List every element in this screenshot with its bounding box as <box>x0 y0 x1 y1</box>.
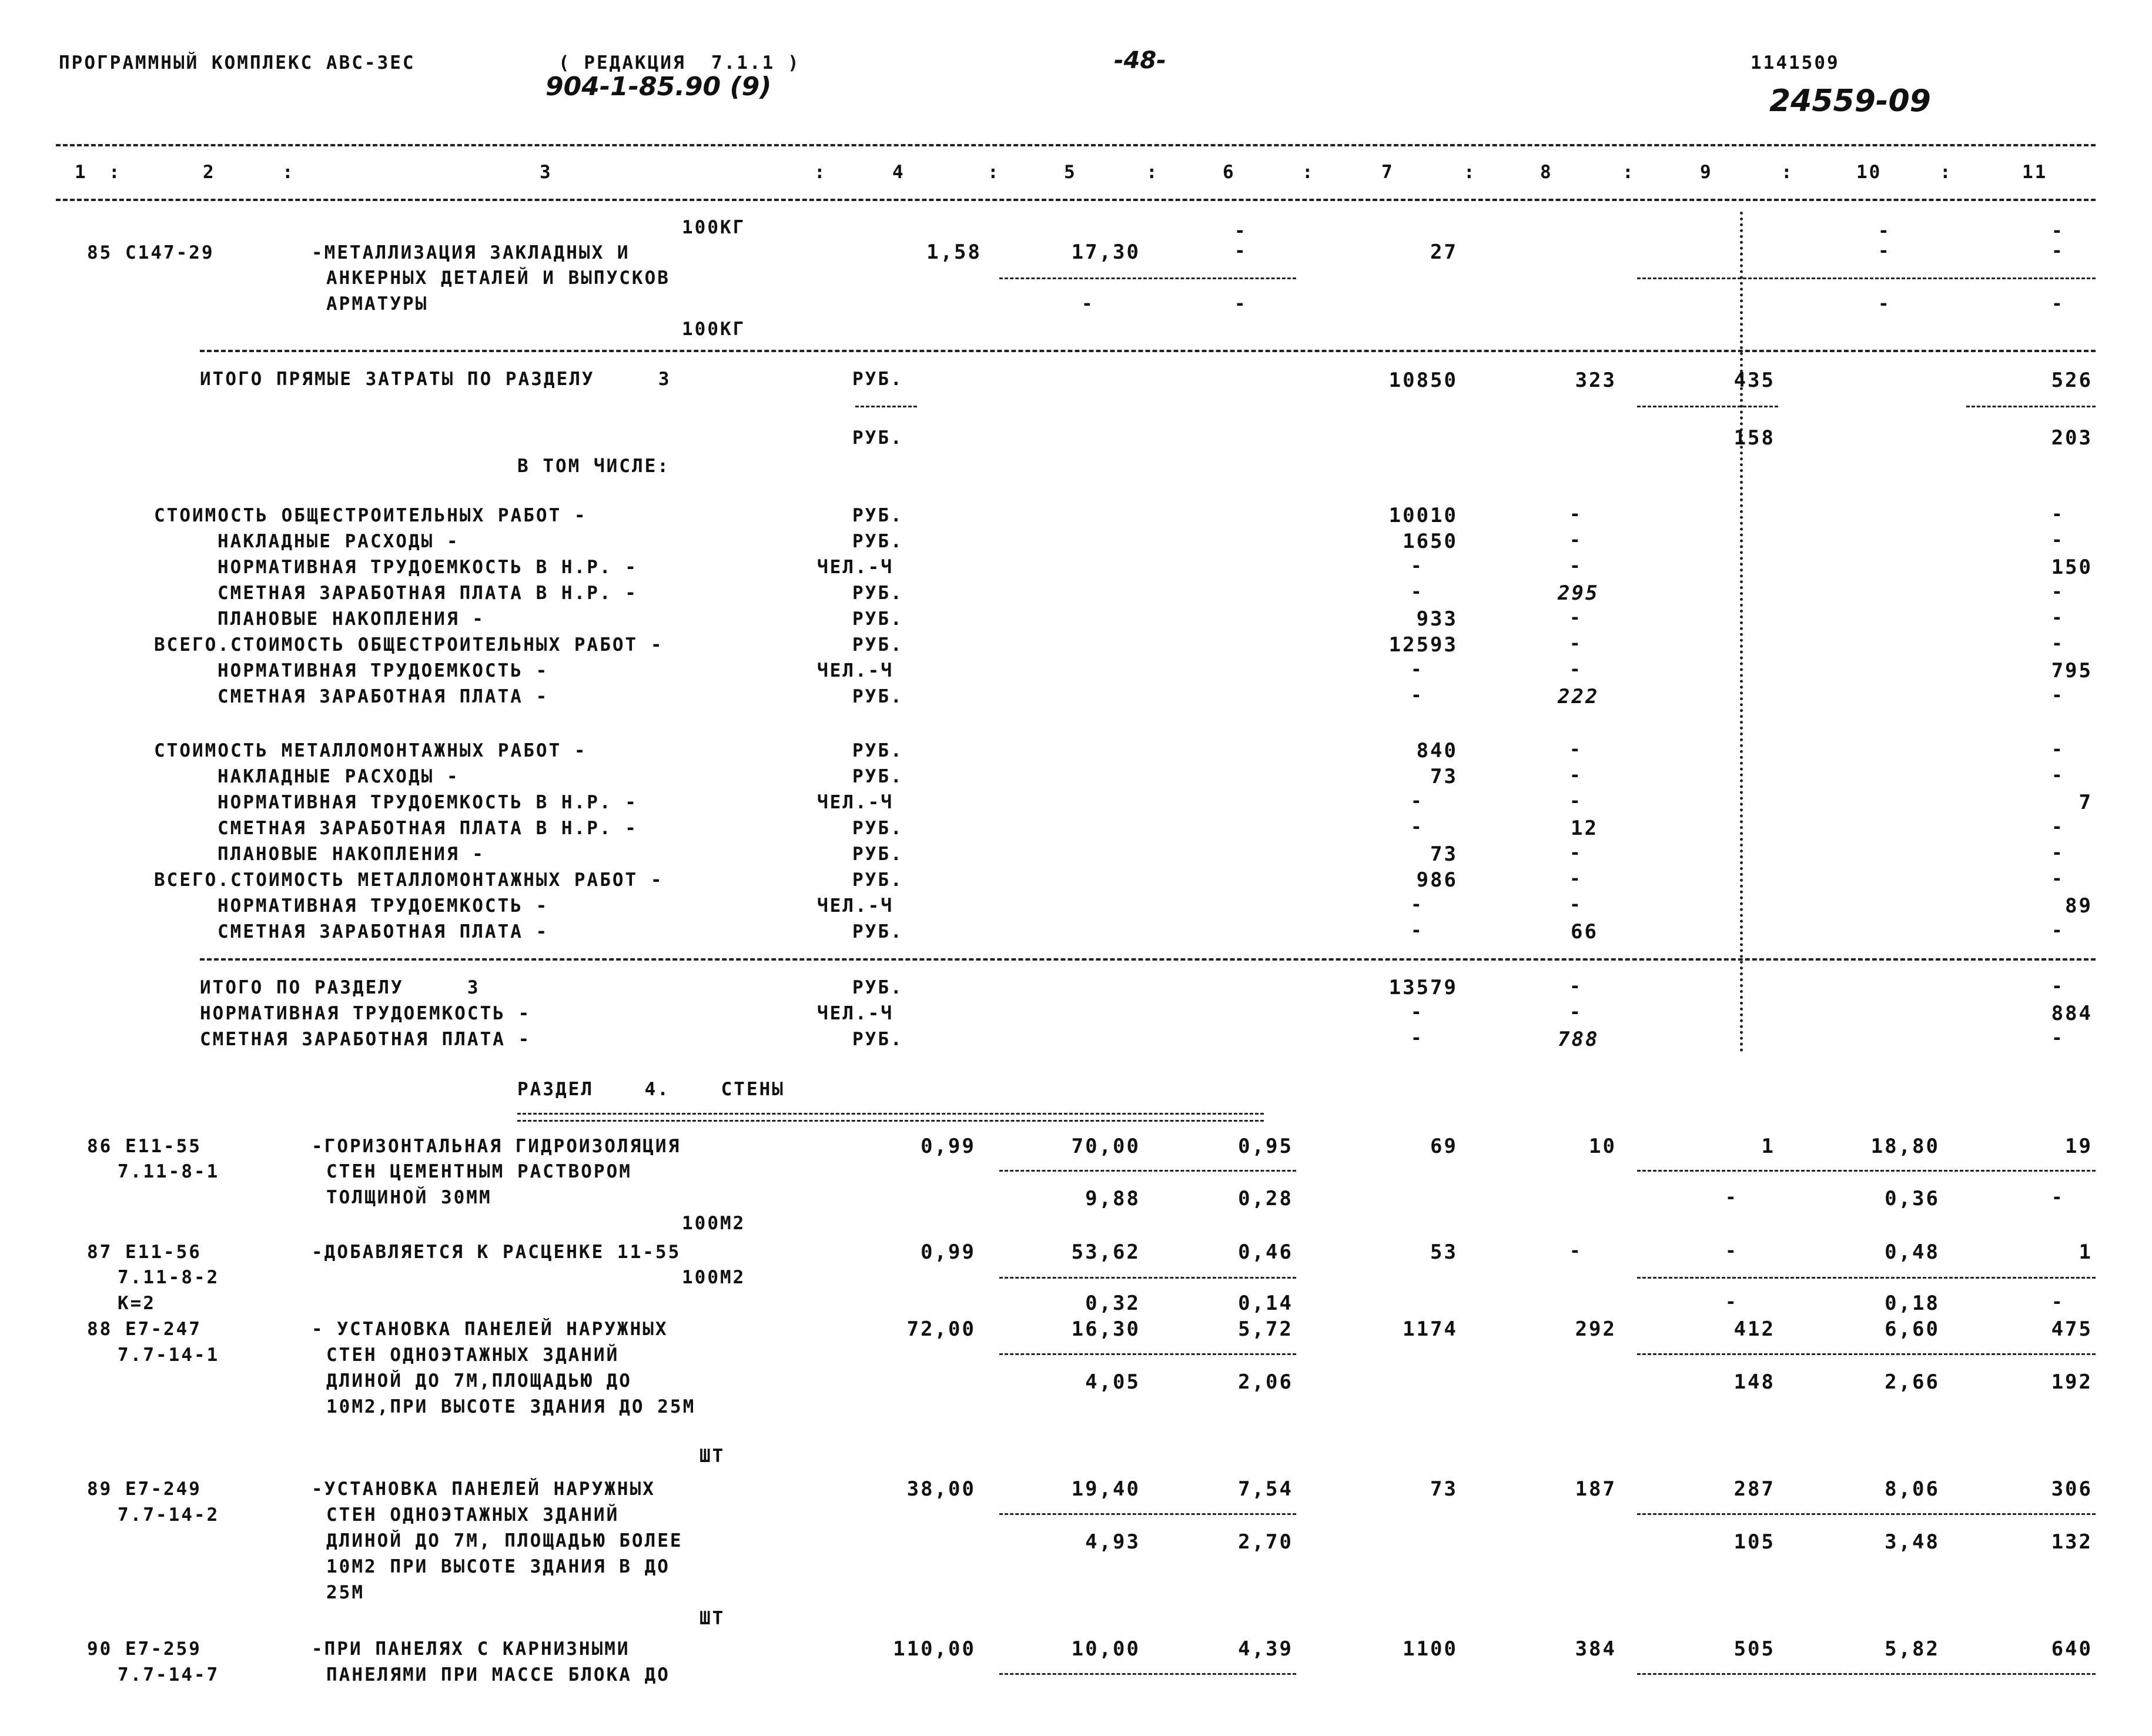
col-5: 5 <box>1064 162 1077 183</box>
c7: 27 <box>1430 240 1458 264</box>
c5: 16,30 <box>1071 1317 1140 1341</box>
edition: ( РЕДАКЦИЯ 7.1.1 ) <box>558 52 801 73</box>
unit: РУБ. <box>852 505 903 526</box>
row-desc: - УСТАНОВКА ПАНЕЛЕЙ НАРУЖНЫХ <box>312 1319 668 1340</box>
c9b: 105 <box>1733 1530 1775 1554</box>
dash: - <box>2051 607 2064 628</box>
dash: - <box>2051 581 2064 603</box>
label: ВСЕГО.СТОИМОСТЬ МЕТАЛЛОМОНТАЖНЫХ РАБОТ - <box>154 869 664 891</box>
label: НОРМАТИВНАЯ ТРУДОЕМКОСТЬ В Н.Р. - <box>217 792 638 813</box>
col-11: 11 <box>2022 162 2048 183</box>
dash: - <box>1569 842 1582 864</box>
page-number: -48- <box>1114 47 1166 74</box>
row-desc: -ДОБАВЛЯЕТСЯ К РАСЦЕНКЕ 11-55 <box>312 1242 681 1263</box>
dash: - <box>1411 1002 1424 1023</box>
label: НОРМАТИВНАЯ ТРУДОЕМКОСТЬ В Н.Р. - <box>217 557 638 578</box>
c5b: 9,88 <box>1085 1187 1140 1210</box>
c11: 475 <box>2051 1317 2093 1341</box>
row-desc: -ГОРИЗОНТАЛЬНАЯ ГИДРОИЗОЛЯЦИЯ <box>312 1136 681 1157</box>
dc-c9: 435 <box>1733 369 1775 392</box>
c10b: 3,48 <box>1885 1530 1940 1554</box>
c5: 70,00 <box>1071 1135 1140 1158</box>
c5b: 4,05 <box>1085 1370 1140 1394</box>
c5b: 0,32 <box>1085 1292 1140 1315</box>
dash: - <box>1569 659 1582 680</box>
program-name: ПРОГРАММНЫЙ КОМПЛЕКС АВС-ЗЕС <box>59 52 416 73</box>
c11: 306 <box>2051 1477 2093 1501</box>
val: 986 <box>1416 868 1458 892</box>
c5b: 4,93 <box>1085 1530 1140 1554</box>
dash: - <box>1569 530 1582 551</box>
row-sub: 7.7-14-2 <box>118 1504 220 1526</box>
c4: 0,99 <box>921 1135 976 1158</box>
c4: 38,00 <box>906 1477 976 1501</box>
c10: 8,06 <box>1885 1477 1940 1501</box>
c6: 5,72 <box>1238 1317 1293 1341</box>
section-4-underline <box>517 1113 1264 1122</box>
dash: - <box>1411 685 1424 706</box>
row-code: 88 Е7-247 <box>87 1319 202 1340</box>
label: НОРМАТИВНАЯ ТРУДОЕМКОСТЬ - <box>217 895 549 916</box>
row-code: 90 Е7-259 <box>87 1638 202 1660</box>
row-desc: ДЛИНОЙ ДО 7М, ПЛОЩАДЬЮ БОЛЕЕ <box>326 1530 683 1551</box>
val: 89 <box>2065 894 2093 918</box>
dash: - <box>2051 1028 2064 1049</box>
row-coef: К=2 <box>118 1293 156 1314</box>
col-sep: : <box>282 162 295 183</box>
c9: 1 <box>1761 1135 1775 1158</box>
label: НАКЛАДНЫЕ РАСХОДЫ - <box>217 531 460 552</box>
c10b: 2,66 <box>1885 1370 1940 1394</box>
unit-rub: РУБ. <box>852 427 903 449</box>
val: 222 <box>1558 685 1599 708</box>
label: ВСЕГО.СТОИМОСТЬ ОБЩЕСТРОИТЕЛЬНЫХ РАБОТ - <box>154 634 664 655</box>
row-code: 87 Е11-56 <box>87 1242 202 1263</box>
c6: 7,54 <box>1238 1477 1293 1501</box>
unit: ШТ <box>700 1608 725 1629</box>
label: СМЕТНАЯ ЗАРАБОТНАЯ ПЛАТА В Н.Р. - <box>217 818 638 839</box>
header-rule-bottom <box>56 199 2096 201</box>
dash: - <box>1234 293 1247 315</box>
unit-rub: РУБ. <box>852 369 903 390</box>
sub-rule <box>1637 1277 2096 1279</box>
unit: РУБ. <box>852 844 903 865</box>
row-desc: -УСТАНОВКА ПАНЕЛЕЙ НАРУЖНЫХ <box>312 1479 655 1500</box>
handwritten-code: 904-1-85.90 (9) <box>545 72 772 102</box>
unit: РУБ. <box>852 686 903 707</box>
dash: - <box>2051 1292 2064 1313</box>
dash: - <box>1411 556 1424 577</box>
dash: - <box>1234 240 1247 262</box>
col-1: 1 <box>75 162 88 183</box>
c9: 412 <box>1733 1317 1775 1341</box>
dash: - <box>1569 1002 1582 1023</box>
label: НАКЛАДНЫЕ РАСХОДЫ - <box>217 766 460 787</box>
c10b: 0,18 <box>1885 1292 1940 1315</box>
dash: - <box>1569 556 1582 577</box>
column-9-guide <box>1740 212 1743 1052</box>
dash: - <box>1569 976 1582 997</box>
c10: 5,82 <box>1885 1637 1940 1661</box>
dash: - <box>2051 1187 2064 1208</box>
c11: 640 <box>2051 1637 2093 1661</box>
unit: РУБ. <box>852 608 903 630</box>
label: СМЕТНАЯ ЗАРАБОТНАЯ ПЛАТА В Н.Р. - <box>217 583 638 604</box>
dash: - <box>2051 633 2064 654</box>
dc-c11: 526 <box>2051 369 2093 392</box>
val: 1650 <box>1403 530 1458 553</box>
c7: 53 <box>1430 1240 1458 1264</box>
dash: - <box>1878 293 1891 315</box>
col-2: 2 <box>203 162 216 183</box>
val: 884 <box>2051 1002 2093 1025</box>
unit: 100КГ <box>682 319 746 340</box>
c6: 0,46 <box>1238 1240 1293 1264</box>
val: 150 <box>2051 556 2093 579</box>
row-desc: АНКЕРНЫХ ДЕТАЛЕЙ И ВЫПУСКОВ <box>326 267 670 289</box>
dash: - <box>1725 1240 1738 1262</box>
c4: 72,00 <box>906 1317 976 1341</box>
unit: РУБ. <box>852 818 903 839</box>
stamp-code: 24559-09 <box>1769 83 1931 119</box>
col-3: 3 <box>540 162 553 183</box>
col-4: 4 <box>892 162 905 183</box>
sub-rule <box>855 406 917 407</box>
sub-rule <box>999 1353 1296 1355</box>
sub-rule <box>1637 406 1778 407</box>
row-desc: СТЕН ЦЕМЕНТНЫМ РАСТВОРОМ <box>326 1161 632 1182</box>
row-desc: -МЕТАЛЛИЗАЦИЯ ЗАКЛАДНЫХ И <box>312 242 630 263</box>
c5: 17,30 <box>1071 240 1140 264</box>
dash: - <box>2051 976 2064 997</box>
col-sep: : <box>814 162 827 183</box>
dash: - <box>1569 739 1582 760</box>
dash: - <box>1569 633 1582 654</box>
dash: - <box>1878 240 1891 262</box>
col-sep: : <box>1622 162 1635 183</box>
dash: - <box>1569 504 1582 525</box>
section-rule <box>200 350 2096 352</box>
unit: РУБ. <box>852 1029 903 1050</box>
dash: - <box>2051 504 2064 525</box>
row-desc: 10М2 ПРИ ВЫСОТЕ ЗДАНИЯ В ДО <box>326 1556 670 1577</box>
dash: - <box>1569 607 1582 628</box>
col-9: 9 <box>1700 162 1713 183</box>
dash: - <box>1569 894 1582 915</box>
row-code: 86 Е11-55 <box>87 1136 202 1157</box>
doc-number: 1141509 <box>1751 52 1840 73</box>
row-desc: ПАНЕЛЯМИ ПРИ МАССЕ БЛОКА ДО <box>326 1664 670 1685</box>
c11: 19 <box>2065 1135 2093 1158</box>
including-label: В ТОМ ЧИСЛЕ: <box>517 456 670 477</box>
header-rule-top <box>56 144 2096 146</box>
row-desc: ДЛИНОЙ ДО 7М,ПЛОЩАДЬЮ ДО <box>326 1370 632 1392</box>
dash: - <box>2051 685 2064 706</box>
dash: - <box>1234 220 1247 242</box>
unit: ЧЕЛ.-Ч <box>817 792 893 813</box>
unit: РУБ. <box>852 583 903 604</box>
dash: - <box>1411 894 1424 915</box>
section-rule <box>200 958 2096 961</box>
direct-costs-label: ИТОГО ПРЯМЫЕ ЗАТРАТЫ ПО РАЗДЕЛУ 3 <box>200 369 671 390</box>
section-4-title: РАЗДЕЛ 4. СТЕНЫ <box>517 1079 785 1100</box>
dash: - <box>2051 842 2064 864</box>
val: 73 <box>1430 842 1458 866</box>
dash: - <box>1411 791 1424 812</box>
label: НОРМАТИВНАЯ ТРУДОЕМКОСТЬ - <box>200 1003 531 1024</box>
label: СМЕТНАЯ ЗАРАБОТНАЯ ПЛАТА - <box>217 686 549 707</box>
c8: 187 <box>1575 1477 1616 1501</box>
c7: 1174 <box>1403 1317 1458 1341</box>
c6b: 2,70 <box>1238 1530 1293 1554</box>
dash: - <box>1411 1028 1424 1049</box>
val: 840 <box>1416 739 1458 762</box>
col-sep: : <box>1781 162 1794 183</box>
c5: 10,00 <box>1071 1637 1140 1661</box>
dash: - <box>1725 1292 1738 1313</box>
dash: - <box>2051 920 2064 941</box>
dash: - <box>2051 293 2064 315</box>
dash: - <box>1411 581 1424 603</box>
c5: 53,62 <box>1071 1240 1140 1264</box>
sub-rule <box>999 1513 1296 1515</box>
label: СТОИМОСТЬ ОБЩЕСТРОИТЕЛЬНЫХ РАБОТ - <box>154 505 587 526</box>
row-desc: 25М <box>326 1582 364 1603</box>
unit: 100М2 <box>682 1213 746 1234</box>
dc-c11b: 203 <box>2051 426 2093 450</box>
col-sep: : <box>109 162 122 183</box>
c11: 1 <box>2079 1240 2093 1264</box>
c10: 18,80 <box>1870 1135 1940 1158</box>
sub-rule <box>1966 406 2096 407</box>
sub-rule <box>999 1277 1296 1279</box>
row-sub: 7.11-8-2 <box>118 1267 220 1288</box>
unit: РУБ. <box>852 531 903 552</box>
val: 12593 <box>1388 633 1458 657</box>
row-sub: 7.11-8-1 <box>118 1161 220 1182</box>
val: 295 <box>1558 581 1599 605</box>
c7: 69 <box>1430 1135 1458 1158</box>
c6b: 2,06 <box>1238 1370 1293 1394</box>
dash: - <box>1569 765 1582 786</box>
unit: РУБ. <box>852 977 903 998</box>
dash: - <box>1569 868 1582 889</box>
col-10: 10 <box>1856 162 1882 183</box>
unit: РУБ. <box>852 869 903 891</box>
c10b: 0,36 <box>1885 1187 1940 1210</box>
sub-rule <box>999 277 1296 279</box>
label: СМЕТНАЯ ЗАРАБОТНАЯ ПЛАТА - <box>200 1029 531 1050</box>
unit: 100КГ <box>682 217 746 238</box>
col-sep: : <box>1146 162 1159 183</box>
unit: ЧЕЛ.-Ч <box>817 1003 893 1024</box>
label: ПЛАНОВЫЕ НАКОПЛЕНИЯ - <box>217 608 485 630</box>
dash: - <box>1082 293 1095 315</box>
row-desc: -ПРИ ПАНЕЛЯХ С КАРНИЗНЫМИ <box>312 1638 630 1660</box>
c11b: 132 <box>2051 1530 2093 1554</box>
row-code: 89 Е7-249 <box>87 1479 202 1500</box>
unit: ЧЕЛ.-Ч <box>817 895 893 916</box>
unit: РУБ. <box>852 921 903 942</box>
c5: 19,40 <box>1071 1477 1140 1501</box>
col-8: 8 <box>1540 162 1553 183</box>
sub-rule <box>1637 1673 2096 1675</box>
sub-rule <box>999 1673 1296 1675</box>
dash: - <box>1411 817 1424 838</box>
val: 795 <box>2051 659 2093 683</box>
dash: - <box>1569 791 1582 812</box>
label: ПЛАНОВЫЕ НАКОПЛЕНИЯ - <box>217 844 485 865</box>
row-desc: АРМАТУРЫ <box>326 293 429 315</box>
unit: ЧЕЛ.-Ч <box>817 660 893 681</box>
dash: - <box>1725 1187 1738 1208</box>
c11b: 192 <box>2051 1370 2093 1394</box>
c4: 1,58 <box>926 240 982 264</box>
c10: 0,48 <box>1885 1240 1940 1264</box>
dash: - <box>2051 817 2064 838</box>
unit: 100М2 <box>682 1267 746 1288</box>
col-6: 6 <box>1223 162 1236 183</box>
val: 7 <box>2079 791 2093 814</box>
dash: - <box>1878 220 1891 242</box>
val: 10010 <box>1388 504 1458 527</box>
row-desc: СТЕН ОДНОЭТАЖНЫХ ЗДАНИЙ <box>326 1504 620 1526</box>
dash: - <box>2051 530 2064 551</box>
dc-c9b: 158 <box>1733 426 1775 450</box>
c8: 384 <box>1575 1637 1616 1661</box>
dash: - <box>2051 868 2064 889</box>
c9: 287 <box>1733 1477 1775 1501</box>
val: 73 <box>1430 765 1458 788</box>
unit: РУБ. <box>852 740 903 761</box>
unit: РУБ. <box>852 766 903 787</box>
c6: 4,39 <box>1238 1637 1293 1661</box>
row-sub: 7.7-14-1 <box>118 1344 220 1366</box>
row-desc: 10М2,ПРИ ВЫСОТЕ ЗДАНИЯ ДО 25М <box>326 1396 696 1417</box>
dash: - <box>1411 920 1424 941</box>
row-desc: СТЕН ОДНОЭТАЖНЫХ ЗДАНИЙ <box>326 1344 620 1366</box>
col-sep: : <box>1940 162 1953 183</box>
label: НОРМАТИВНАЯ ТРУДОЕМКОСТЬ - <box>217 660 549 681</box>
c4: 0,99 <box>921 1240 976 1264</box>
sub-rule <box>999 1170 1296 1172</box>
val: 13579 <box>1388 976 1458 999</box>
c4: 110,00 <box>893 1637 976 1661</box>
sub-rule <box>1637 1353 2096 1355</box>
row-sub: 7.7-14-7 <box>118 1664 220 1685</box>
dc-c8: 323 <box>1575 369 1616 392</box>
col-sep: : <box>1464 162 1477 183</box>
sub-rule <box>1637 277 2096 279</box>
dash: - <box>2051 739 2064 760</box>
val: 788 <box>1558 1028 1599 1051</box>
c7: 1100 <box>1403 1637 1458 1661</box>
label: СТОИМОСТЬ МЕТАЛЛОМОНТАЖНЫХ РАБОТ - <box>154 740 587 761</box>
label: ИТОГО ПО РАЗДЕЛУ 3 <box>200 977 480 998</box>
unit: ШТ <box>700 1446 725 1467</box>
dash: - <box>2051 240 2064 262</box>
c7: 73 <box>1430 1477 1458 1501</box>
val: 12 <box>1571 817 1598 840</box>
dash: - <box>2051 220 2064 242</box>
c6: 0,95 <box>1238 1135 1293 1158</box>
sub-rule <box>1637 1513 2096 1515</box>
c8: 292 <box>1575 1317 1616 1341</box>
dc-c7: 10850 <box>1388 369 1458 392</box>
sub-rule <box>1637 1170 2096 1172</box>
c9: 505 <box>1733 1637 1775 1661</box>
unit: ЧЕЛ.-Ч <box>817 557 893 578</box>
dash: - <box>2051 765 2064 786</box>
c9b: 148 <box>1733 1370 1775 1394</box>
dash: - <box>1411 659 1424 680</box>
c6b: 0,28 <box>1238 1187 1293 1210</box>
col-7: 7 <box>1381 162 1394 183</box>
c6b: 0,14 <box>1238 1292 1293 1315</box>
unit: РУБ. <box>852 634 903 655</box>
row-desc: ТОЛЩИНОЙ 30ММ <box>326 1187 492 1208</box>
c10: 6,60 <box>1885 1317 1940 1341</box>
label: СМЕТНАЯ ЗАРАБОТНАЯ ПЛАТА - <box>217 921 549 942</box>
row-code: 85 С147-29 <box>87 242 215 263</box>
col-sep: : <box>988 162 1000 183</box>
dash: - <box>1569 1240 1582 1262</box>
c8: 10 <box>1589 1135 1616 1158</box>
val: 66 <box>1571 920 1598 944</box>
val: 933 <box>1416 607 1458 631</box>
col-sep: : <box>1302 162 1315 183</box>
